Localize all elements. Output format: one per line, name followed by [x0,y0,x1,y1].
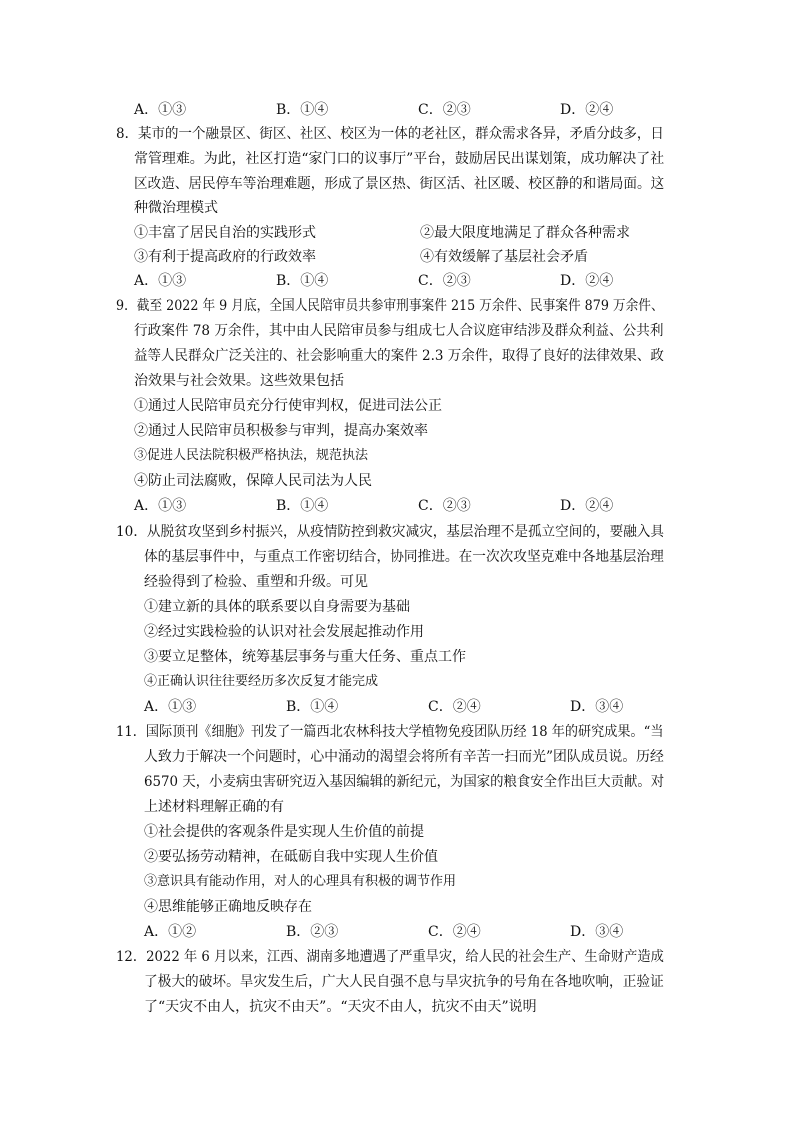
q10-option-d: D．③④ [570,699,624,715]
q10-item-4: ④正确认识往往要经历多次反复才能完成 [144,674,379,689]
q7-option-d: D．②④ [560,102,614,118]
q7-option-b: B．①④ [276,102,329,118]
q11-item-1: ①社会提供的客观条件是实现人生价值的前提 [144,824,424,840]
q11-option-c: C．②④ [428,924,481,940]
q9-stem-line: 9．截至 2022 年 9 月底，全国人民陪审员共参审刑事案件 215 万余件、民事案件 879 万余件、 [116,298,664,314]
q10-item-2: ②经过实践检验的认识对社会发展起推动作用 [144,624,424,640]
q7-options [134,100,654,120]
q10-item-3: ③要立足整体，统筹基层事务与重大任务、重点工作 [144,649,466,665]
q11-option-d: D．③④ [570,924,624,940]
q9-item-4: ④防止司法腐败，保障人民司法为人民 [134,473,372,489]
q8-options [134,271,654,291]
q8-items-row [134,223,654,243]
q12-stem-line: 12．2022 年 6 月以来，江西、湖南多地遭遇了严重旱灾，给人民的社会生产、生命财产造成 [116,949,664,965]
q8-item-3: ③有利于提高政府的行政效率 [134,249,316,265]
q7-option-c: C．②③ [418,102,471,118]
q9-option-a: A．①③ [134,498,187,514]
q10-stem-line: 经验得到了检验、重塑和升级。可见 [144,574,368,590]
q9-options [134,496,654,516]
q8-option-c: C．②③ [418,273,471,289]
q10-option-b: B．①④ [286,699,339,715]
q8-stem-line: 种微治理模式 [134,200,218,216]
q10-stem-line: 体的基层事件中，与重点工作密切结合，协同推进。在一次次攻坚克难中各地基层治理 [144,549,664,565]
q9-option-c: C．②③ [418,498,471,514]
q11-stem-line: 上述材料理解正确的有 [144,799,284,815]
q11-stem-line: 人致力于解决一个问题时，心中涌动的渴望会将所有辛苦一扫而光”团队成员说。历经 [144,749,664,765]
q8-item-1: ①丰富了居民自治的实践形式 [134,225,316,241]
q8-option-d: D．②④ [560,273,614,289]
q11-stem-line: 11．国际顶刊《细胞》刊发了一篇西北农林科技大学植物免疫团队历经 18 年的研究成果。“当 [116,724,664,740]
q9-option-d: D．②④ [560,498,614,514]
q12-stem-line: 了“天灾不由人，抗灾不由天”。“天灾不由人，抗灾不由天”说明 [144,999,537,1015]
q8-stem-line: 常管理难。为此，社区打造“家门口的议事厅”平台，鼓励居民出谋划策，成功解决了社 [134,151,665,167]
q11-option-b: B．②③ [286,924,339,940]
q8-option-b: B．①④ [276,273,329,289]
q9-stem-line: 治效果与社会效果。这些效果包括 [134,373,344,389]
q11-option-a: A．①② [144,924,197,940]
q9-item-2: ②通过人民陪审员积极参与审判，提高办案效率 [134,423,428,439]
q7-option-a: A．①③ [134,102,187,118]
q11-item-3: ③意识具有能动作用，对人的心理具有积极的调节作用 [144,874,457,889]
q9-stem-line: 益等人民群众广泛关注的、社会影响重大的案件 2.3 万余件，取得了良好的法律效果、政 [134,348,664,364]
q9-item-1: ①通过人民陪审员充分行使审判权，促进司法公正 [134,398,442,414]
q9-item-3: ③促进人民法院积极严格执法，规范执法 [134,448,369,463]
q10-stem-line: 10．从脱贫攻坚到乡村振兴，从疫情防控到救灾减灾，基层治理不是孤立空间的，要融入具 [116,524,665,540]
q8-stem-line: 8．某市的一个融景区、街区、社区、校区为一体的老社区，群众需求各异，矛盾分歧多，日 [116,126,664,142]
q8-item-2: ②最大限度地满足了群众各种需求 [420,225,630,241]
q11-stem-line: 6570 天，小麦病虫害研究迈入基因编辑的新纪元，为国家的粮食安全作出巨大贡献。对 [144,774,665,790]
q11-item-4: ④思维能够正确地反映存在 [144,899,312,915]
q8-item-4: ④有效缓解了基层社会矛盾 [420,249,588,265]
q9-stem-line: 行政案件 78 万余件，其中由人民陪审员参与组成七人合议庭审结涉及群众利益、公共利 [134,323,664,339]
q9-option-b: B．①④ [276,498,329,514]
q10-item-1: ①建立新的具体的联系要以自身需要为基础 [144,599,410,615]
q10-option-c: C．②④ [428,699,481,715]
q12-stem-line: 了极大的破坏。旱灾发生后，广大人民自强不息与旱灾抗争的号角在各地吹响，正验证 [144,974,664,990]
q11-item-2: ②要弘扬劳动精神，在砥砺自我中实现人生价值 [144,849,438,865]
q10-option-a: A．①③ [144,699,197,715]
q8-stem-line: 区改造、居民停车等治理难题，形成了景区热、街区活、社区暖、校区静的和谐局面。这 [134,176,665,192]
q10-options [144,697,664,717]
q11-options [144,922,664,942]
q8-items-row [134,247,654,267]
q8-option-a: A．①③ [134,273,187,289]
